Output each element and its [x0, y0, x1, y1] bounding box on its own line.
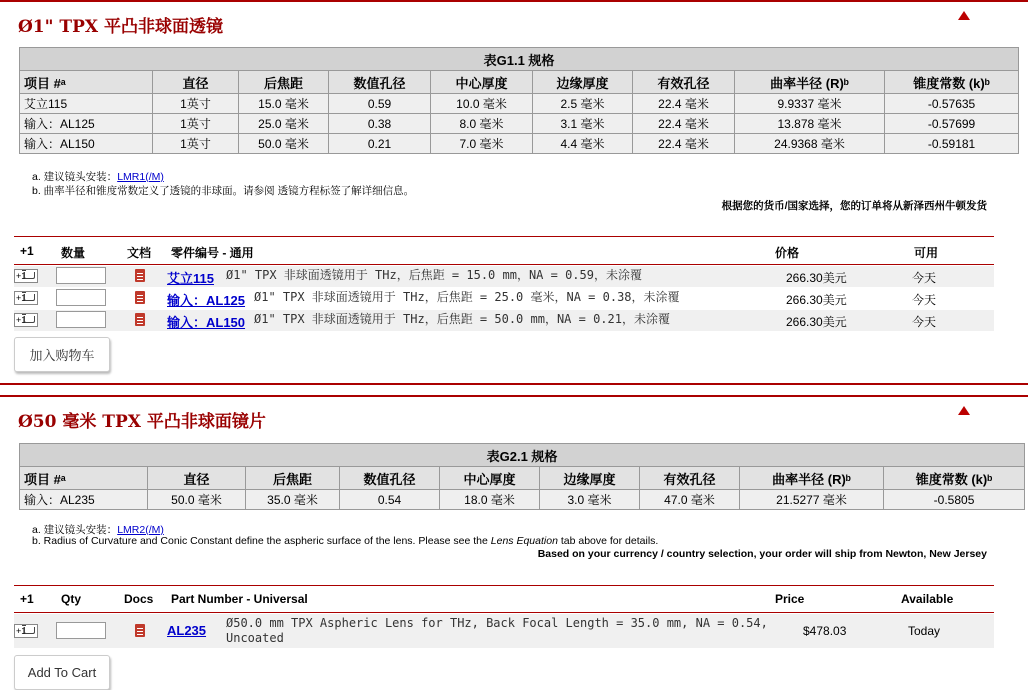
table-cell: 1英寸	[153, 114, 239, 134]
table-cell: -0.59181	[885, 134, 1019, 154]
section-divider	[0, 395, 1028, 397]
col-header: 曲率半径 (R)ᵇ	[735, 71, 885, 94]
table-row	[20, 114, 1019, 134]
table-cell: 10.0 毫米	[431, 94, 533, 114]
table-cell: 50.0 毫米	[148, 490, 246, 510]
table-cell: 0.38	[329, 114, 431, 134]
table-cell: 18.0 毫米	[440, 490, 540, 510]
table-cell: 8.0 毫米	[431, 114, 533, 134]
col-header: 数值孔径	[340, 467, 440, 490]
add-to-cart-button[interactable]: 加入购物车	[14, 337, 110, 372]
order-header-divider	[14, 236, 994, 237]
table-cell: 35.0 毫米	[246, 490, 340, 510]
footnote-b-text: b. Radius of Curvature and Conic Constant define the aspheric surface of the lens. Please see the	[32, 535, 491, 547]
table-cell: 15.0 毫米	[239, 94, 329, 114]
part-description: Ø1" TPX 非球面透镜用于 THz，后焦距 = 15.0 mm，NA = 0.59，未涂覆	[226, 268, 642, 282]
cart-plus-icon[interactable]	[14, 291, 38, 305]
col-header: 曲率半径 (R)ᵇ	[740, 467, 884, 490]
footnote-a	[32, 169, 164, 184]
footnote-a-text: a. 建议镜头安装：	[32, 171, 118, 183]
spec-table-1	[19, 47, 1019, 154]
col-header: 数值孔径	[329, 71, 431, 94]
table-cell: 7.0 毫米	[431, 134, 533, 154]
col-header: 项目 #ᵃ	[20, 71, 153, 94]
table-cell: 9.9337 毫米	[735, 94, 885, 114]
part-number-link[interactable]: AL235	[167, 623, 207, 638]
footnote-b: b. 曲率半径和锥度常数定义了透镜的非球面。请参阅 透镜方程标签了解详细信息。	[32, 185, 415, 197]
section-title-1: Ø1" TPX 平凸非球面透镜	[18, 17, 223, 37]
table-cell: 25.0 毫米	[239, 114, 329, 134]
order-header-divider	[14, 264, 994, 265]
table-cell: 13.878 毫米	[735, 114, 885, 134]
footnote-b	[32, 535, 658, 547]
part-description: Ø1" TPX 非球面透镜用于 THz，后焦距 = 50.0 mm，NA = 0.21，未涂覆	[254, 312, 670, 326]
section-title-2: Ø50 毫米 TPX 平凸非球面镜片	[18, 412, 266, 432]
part-number-link[interactable]: 输入：AL125	[167, 293, 246, 308]
order-row	[14, 266, 994, 287]
availability: 今天	[912, 293, 937, 307]
pdf-icon[interactable]	[135, 269, 145, 282]
table-cell: 50.0 毫米	[239, 134, 329, 154]
part-price: 266.30美元	[786, 293, 847, 307]
availability: 今天	[912, 271, 937, 285]
order-header-plus: +1	[20, 592, 34, 606]
order-row	[14, 310, 994, 331]
shipping-note: Based on your currency / country selection, your order will ship from Newton, New Jersey	[537, 548, 987, 560]
table-row	[20, 490, 1025, 510]
table-cell: -0.57635	[885, 94, 1019, 114]
table-row	[20, 94, 1019, 114]
cart-plus-label: +1	[16, 271, 27, 281]
availability: 今天	[912, 315, 937, 329]
pdf-icon[interactable]	[135, 624, 145, 637]
pdf-icon[interactable]	[135, 291, 145, 304]
table-cell: 输入：AL150	[20, 134, 153, 154]
section-divider	[0, 0, 1028, 2]
quantity-input[interactable]	[56, 289, 106, 306]
col-header: 锥度常数 (k)ᵇ	[885, 71, 1019, 94]
table-cell: 21.5277 毫米	[740, 490, 884, 510]
part-number-link[interactable]: 输入：AL150	[167, 315, 246, 330]
col-header: 边缘厚度	[533, 71, 633, 94]
cart-plus-icon[interactable]	[14, 624, 38, 638]
spec-table-2	[19, 443, 1025, 510]
part-price: 266.30美元	[786, 271, 847, 285]
add-to-cart-button[interactable]: Add To Cart	[14, 655, 110, 690]
order-header-qty: Qty	[61, 592, 82, 606]
col-header: 有效孔径	[640, 467, 740, 490]
table-cell: 0.59	[329, 94, 431, 114]
col-header: 有效孔径	[633, 71, 735, 94]
order-header-divider	[14, 585, 994, 586]
order-header-part: 零件编号 - 通用	[171, 246, 254, 260]
order-header-price: 价格	[775, 246, 800, 260]
table-caption: 表G2.1 规格	[20, 444, 1025, 467]
order-header-divider	[14, 612, 994, 613]
table-cell: 输入：AL235	[20, 490, 148, 510]
pdf-icon[interactable]	[135, 313, 145, 326]
order-row	[14, 614, 994, 648]
col-header: 直径	[148, 467, 246, 490]
table-cell: 22.4 毫米	[633, 114, 735, 134]
table-cell: 输入：AL125	[20, 114, 153, 134]
order-header-docs: 文档	[127, 246, 152, 260]
table-cell: 1英寸	[153, 134, 239, 154]
order-header-docs: Docs	[124, 592, 154, 606]
col-header: 中心厚度	[431, 71, 533, 94]
table-cell: 24.9368 毫米	[735, 134, 885, 154]
order-header-qty: 数量	[61, 246, 86, 260]
table-cell: 艾立115	[20, 94, 153, 114]
section-divider	[0, 383, 1028, 385]
part-description: Uncoated	[226, 631, 284, 645]
col-header: 边缘厚度	[540, 467, 640, 490]
table-cell: 1英寸	[153, 94, 239, 114]
quantity-input[interactable]	[56, 311, 106, 328]
back-to-top-icon[interactable]	[958, 406, 970, 415]
part-description: Ø1" TPX 非球面透镜用于 THz，后焦距 = 25.0 毫米，NA = 0.38，未涂覆	[254, 290, 680, 304]
table-cell: 47.0 毫米	[640, 490, 740, 510]
table-cell: 2.5 毫米	[533, 94, 633, 114]
col-header: 直径	[153, 71, 239, 94]
back-to-top-icon[interactable]	[958, 11, 970, 20]
part-price: 266.30美元	[786, 315, 847, 329]
table-caption: 表G1.1 规格	[20, 48, 1019, 71]
col-header: 中心厚度	[440, 467, 540, 490]
order-row	[14, 288, 994, 309]
cart-plus-label: +1	[16, 293, 27, 303]
col-header: 后焦距	[246, 467, 340, 490]
cart-plus-label: +1	[16, 626, 27, 636]
order-header-available: Available	[901, 592, 954, 606]
col-header: 锥度常数 (k)ᵇ	[884, 467, 1025, 490]
part-description: Ø50.0 mm TPX Aspheric Lens for THz, Back Focal Length = 35.0 mm, NA = 0.54,	[226, 616, 768, 630]
part-number-link[interactable]: 艾立115	[167, 271, 214, 286]
table-cell: 22.4 毫米	[633, 134, 735, 154]
table-cell: 22.4 毫米	[633, 94, 735, 114]
shipping-note: 根据您的货币/国家选择，您的订单将从新泽西州牛顿发货	[721, 200, 987, 212]
order-header-price: Price	[775, 592, 805, 606]
table-cell: 0.54	[340, 490, 440, 510]
cart-plus-label: +1	[16, 315, 27, 325]
lens-mount-link[interactable]: LMR2(/M)	[117, 524, 164, 536]
table-cell: 3.1 毫米	[533, 114, 633, 134]
table-cell: 3.0 毫米	[540, 490, 640, 510]
table-cell: 4.4 毫米	[533, 134, 633, 154]
col-header: 后焦距	[239, 71, 329, 94]
cart-plus-icon[interactable]	[14, 313, 38, 327]
availability: Today	[908, 624, 941, 638]
order-header-available: 可用	[914, 246, 939, 260]
order-header-plus: +1	[20, 244, 34, 258]
footnote-a-text: a. 建议镜头安装：	[32, 524, 118, 536]
footnote-b-text: tab above for details.	[557, 535, 659, 547]
table-cell: 0.21	[329, 134, 431, 154]
part-price: $478.03	[803, 624, 847, 638]
cart-plus-icon[interactable]	[14, 269, 38, 283]
table-cell: -0.57699	[885, 114, 1019, 134]
quantity-input[interactable]	[56, 267, 106, 284]
table-row	[20, 134, 1019, 154]
quantity-input[interactable]	[56, 622, 106, 639]
lens-mount-link[interactable]: LMR1(/M)	[117, 171, 164, 183]
order-header-part: Part Number - Universal	[171, 592, 308, 606]
col-header: 项目 #ᵃ	[20, 467, 148, 490]
lens-equation-tab-ref: Lens Equation	[490, 535, 558, 547]
table-cell: -0.5805	[884, 490, 1025, 510]
